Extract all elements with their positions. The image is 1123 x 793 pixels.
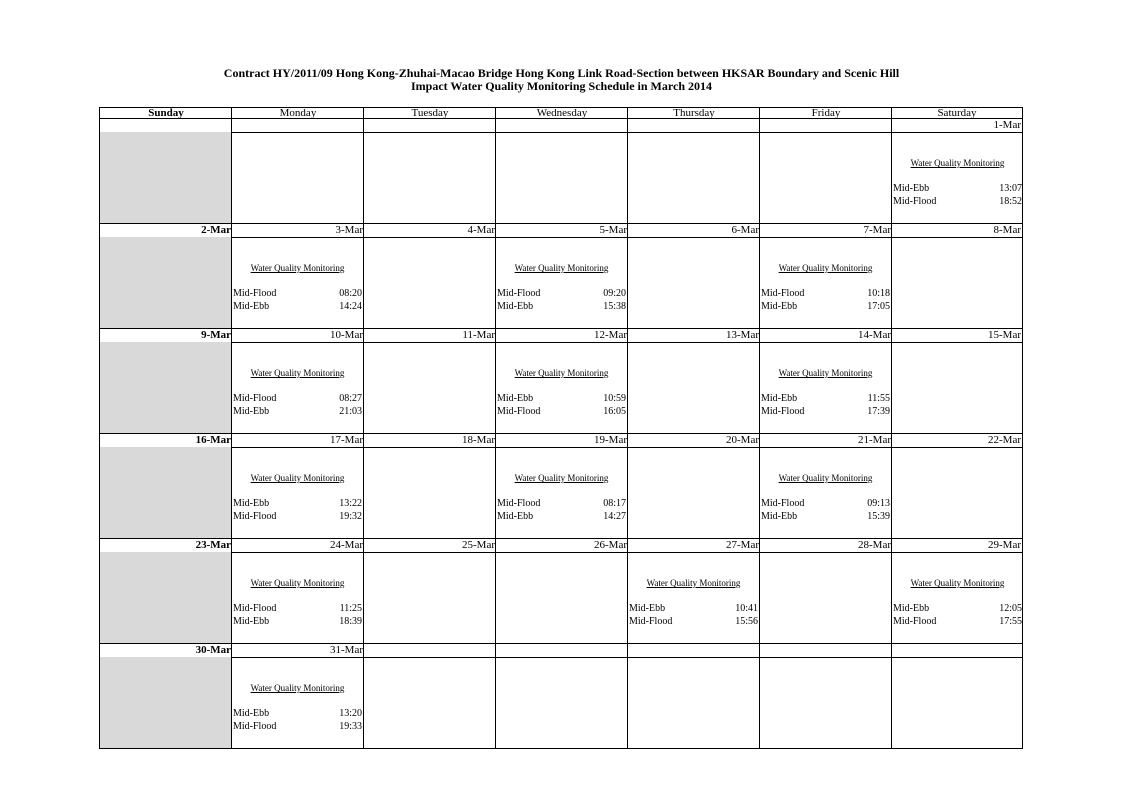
tide-type: Mid-Flood bbox=[761, 288, 805, 299]
date-label: 2-Mar bbox=[99, 224, 232, 238]
document-title: Contract HY/2011/09 Hong Kong-Zhuhai-Macao Bridge Hong Kong Link Road-Section between HKSAR Boundary and Scenic Hill bbox=[223, 66, 900, 80]
monitoring-label: Water Quality Monitoring bbox=[250, 263, 345, 273]
tide-type: Mid-Flood bbox=[893, 616, 937, 627]
document-subtitle: Impact Water Quality Monitoring Schedule in March 2014 bbox=[410, 79, 712, 93]
tide-type: Mid-Flood bbox=[761, 498, 805, 509]
day-cell bbox=[759, 237, 892, 329]
day-cell bbox=[495, 342, 628, 434]
monitoring-label: Water Quality Monitoring bbox=[778, 368, 873, 378]
tide-type: Mid-Ebb bbox=[233, 301, 270, 312]
tide-time: 08:17 bbox=[603, 498, 626, 509]
day-cell bbox=[891, 237, 1023, 329]
tide-type: Mid-Flood bbox=[761, 406, 805, 417]
tide-time: 08:27 bbox=[339, 393, 362, 404]
tide-type: Mid-Ebb bbox=[233, 708, 270, 719]
tide-time: 14:27 bbox=[603, 511, 626, 522]
tide-time: 18:39 bbox=[339, 616, 362, 627]
date-label: 27-Mar bbox=[627, 539, 760, 553]
day-cell bbox=[759, 132, 892, 224]
day-cell bbox=[363, 342, 496, 434]
day-cell bbox=[99, 237, 232, 329]
tide-type: Mid-Ebb bbox=[761, 393, 798, 404]
monitoring-label: Water Quality Monitoring bbox=[250, 368, 345, 378]
monitoring-label: Water Quality Monitoring bbox=[514, 263, 609, 273]
day-cell bbox=[495, 237, 628, 329]
day-cell bbox=[627, 342, 760, 434]
tide-type: Mid-Ebb bbox=[893, 183, 930, 194]
tide-time: 14:24 bbox=[339, 301, 362, 312]
date-label: 24-Mar bbox=[231, 539, 364, 553]
monitoring-calendar bbox=[99, 107, 1023, 751]
tide-type: Mid-Ebb bbox=[497, 511, 534, 522]
date-label: 31-Mar bbox=[231, 644, 364, 658]
date-label: 29-Mar bbox=[891, 539, 1023, 553]
date-label: 9-Mar bbox=[99, 329, 232, 343]
tide-type: Mid-Flood bbox=[233, 393, 277, 404]
day-cell bbox=[99, 552, 232, 644]
day-cell bbox=[495, 447, 628, 539]
tide-time: 13:20 bbox=[339, 708, 362, 719]
day-cell bbox=[231, 447, 364, 539]
tide-type: Mid-Flood bbox=[233, 721, 277, 732]
tide-type: Mid-Flood bbox=[497, 406, 541, 417]
date-label: 28-Mar bbox=[759, 539, 892, 553]
day-cell bbox=[363, 552, 496, 644]
tide-type: Mid-Ebb bbox=[233, 498, 270, 509]
tide-time: 18:52 bbox=[999, 196, 1022, 207]
day-cell bbox=[495, 657, 628, 749]
monitoring-label: Water Quality Monitoring bbox=[910, 158, 1005, 168]
weekday-header-sunday: Sunday bbox=[99, 107, 232, 119]
day-cell bbox=[891, 447, 1023, 539]
day-cell bbox=[99, 342, 232, 434]
day-cell bbox=[495, 552, 628, 644]
date-label bbox=[231, 119, 364, 133]
day-cell bbox=[99, 657, 232, 749]
date-label: 5-Mar bbox=[495, 224, 628, 238]
weekday-header-tuesday: Tuesday bbox=[363, 107, 496, 119]
monitoring-label: Water Quality Monitoring bbox=[514, 368, 609, 378]
tide-time: 16:05 bbox=[603, 406, 626, 417]
day-cell bbox=[231, 342, 364, 434]
day-cell bbox=[759, 342, 892, 434]
date-label bbox=[891, 644, 1023, 658]
monitoring-label: Water Quality Monitoring bbox=[250, 683, 345, 693]
tide-type: Mid-Ebb bbox=[233, 616, 270, 627]
tide-type: Mid-Flood bbox=[233, 603, 277, 614]
tide-type: Mid-Ebb bbox=[893, 603, 930, 614]
day-cell bbox=[891, 657, 1023, 749]
day-cell bbox=[363, 237, 496, 329]
tide-time: 09:13 bbox=[867, 498, 890, 509]
day-cell bbox=[759, 447, 892, 539]
day-cell bbox=[627, 657, 760, 749]
weekday-header-thursday: Thursday bbox=[627, 107, 760, 119]
tide-time: 17:55 bbox=[999, 616, 1022, 627]
date-label: 22-Mar bbox=[891, 434, 1023, 448]
tide-type: Mid-Ebb bbox=[629, 603, 666, 614]
date-label bbox=[363, 119, 496, 133]
date-label: 21-Mar bbox=[759, 434, 892, 448]
monitoring-label: Water Quality Monitoring bbox=[250, 578, 345, 588]
weekday-header-monday: Monday bbox=[231, 107, 364, 119]
date-label: 11-Mar bbox=[363, 329, 496, 343]
day-cell bbox=[759, 657, 892, 749]
day-cell bbox=[99, 132, 232, 224]
monitoring-label: Water Quality Monitoring bbox=[514, 473, 609, 483]
tide-time: 21:03 bbox=[339, 406, 362, 417]
tide-type: Mid-Flood bbox=[497, 288, 541, 299]
day-cell bbox=[231, 657, 364, 749]
date-label bbox=[759, 644, 892, 658]
date-label: 6-Mar bbox=[627, 224, 760, 238]
day-cell bbox=[627, 237, 760, 329]
day-cell bbox=[231, 132, 364, 224]
date-label: 15-Mar bbox=[891, 329, 1023, 343]
day-cell bbox=[363, 132, 496, 224]
date-label: 25-Mar bbox=[363, 539, 496, 553]
tide-type: Mid-Ebb bbox=[497, 393, 534, 404]
weekday-header-wednesday: Wednesday bbox=[495, 107, 628, 119]
tide-time: 09:20 bbox=[603, 288, 626, 299]
date-label: 7-Mar bbox=[759, 224, 892, 238]
tide-time: 15:56 bbox=[735, 616, 758, 627]
tide-time: 12:05 bbox=[999, 603, 1022, 614]
date-label: 1-Mar bbox=[891, 119, 1023, 133]
day-cell bbox=[363, 657, 496, 749]
date-label: 18-Mar bbox=[363, 434, 496, 448]
date-label: 14-Mar bbox=[759, 329, 892, 343]
tide-type: Mid-Ebb bbox=[761, 301, 798, 312]
date-label: 23-Mar bbox=[99, 539, 232, 553]
tide-time: 19:33 bbox=[339, 721, 362, 732]
tide-time: 17:39 bbox=[867, 406, 890, 417]
tide-time: 10:18 bbox=[867, 288, 890, 299]
date-label: 4-Mar bbox=[363, 224, 496, 238]
monitoring-label: Water Quality Monitoring bbox=[646, 578, 741, 588]
tide-time: 13:22 bbox=[339, 498, 362, 509]
monitoring-label: Water Quality Monitoring bbox=[250, 473, 345, 483]
day-cell bbox=[231, 552, 364, 644]
day-cell bbox=[495, 132, 628, 224]
weekday-header-friday: Friday bbox=[759, 107, 892, 119]
day-cell bbox=[891, 342, 1023, 434]
date-label bbox=[363, 644, 496, 658]
day-cell bbox=[891, 552, 1023, 644]
date-label bbox=[495, 119, 628, 133]
date-label bbox=[759, 119, 892, 133]
day-cell bbox=[627, 447, 760, 539]
tide-type: Mid-Flood bbox=[893, 196, 937, 207]
day-cell bbox=[627, 552, 760, 644]
tide-time: 10:41 bbox=[735, 603, 758, 614]
date-label: 20-Mar bbox=[627, 434, 760, 448]
tide-time: 10:59 bbox=[603, 393, 626, 404]
tide-type: Mid-Ebb bbox=[761, 511, 798, 522]
tide-type: Mid-Flood bbox=[233, 511, 277, 522]
date-label: 30-Mar bbox=[99, 644, 232, 658]
date-label bbox=[627, 119, 760, 133]
date-label: 16-Mar bbox=[99, 434, 232, 448]
date-label bbox=[99, 119, 232, 133]
date-label bbox=[495, 644, 628, 658]
tide-time: 11:55 bbox=[867, 393, 890, 404]
tide-time: 15:38 bbox=[603, 301, 626, 312]
day-cell bbox=[363, 447, 496, 539]
day-cell bbox=[231, 237, 364, 329]
tide-type: Mid-Flood bbox=[629, 616, 673, 627]
date-label: 3-Mar bbox=[231, 224, 364, 238]
monitoring-label: Water Quality Monitoring bbox=[778, 473, 873, 483]
date-label bbox=[627, 644, 760, 658]
tide-time: 17:05 bbox=[867, 301, 890, 312]
tide-type: Mid-Ebb bbox=[233, 406, 270, 417]
tide-time: 13:07 bbox=[999, 183, 1022, 194]
monitoring-label: Water Quality Monitoring bbox=[778, 263, 873, 273]
date-label: 10-Mar bbox=[231, 329, 364, 343]
tide-time: 11:25 bbox=[339, 603, 362, 614]
tide-type: Mid-Ebb bbox=[497, 301, 534, 312]
date-label: 19-Mar bbox=[495, 434, 628, 448]
tide-time: 08:20 bbox=[339, 288, 362, 299]
monitoring-label: Water Quality Monitoring bbox=[910, 578, 1005, 588]
tide-type: Mid-Flood bbox=[497, 498, 541, 509]
tide-time: 19:32 bbox=[339, 511, 362, 522]
date-label: 12-Mar bbox=[495, 329, 628, 343]
date-label: 13-Mar bbox=[627, 329, 760, 343]
weekday-header-saturday: Saturday bbox=[891, 107, 1023, 119]
day-cell bbox=[891, 132, 1023, 224]
date-label: 17-Mar bbox=[231, 434, 364, 448]
date-label: 8-Mar bbox=[891, 224, 1023, 238]
tide-type: Mid-Flood bbox=[233, 288, 277, 299]
day-cell bbox=[99, 447, 232, 539]
day-cell bbox=[759, 552, 892, 644]
day-cell bbox=[627, 132, 760, 224]
date-label: 26-Mar bbox=[495, 539, 628, 553]
tide-time: 15:39 bbox=[867, 511, 890, 522]
